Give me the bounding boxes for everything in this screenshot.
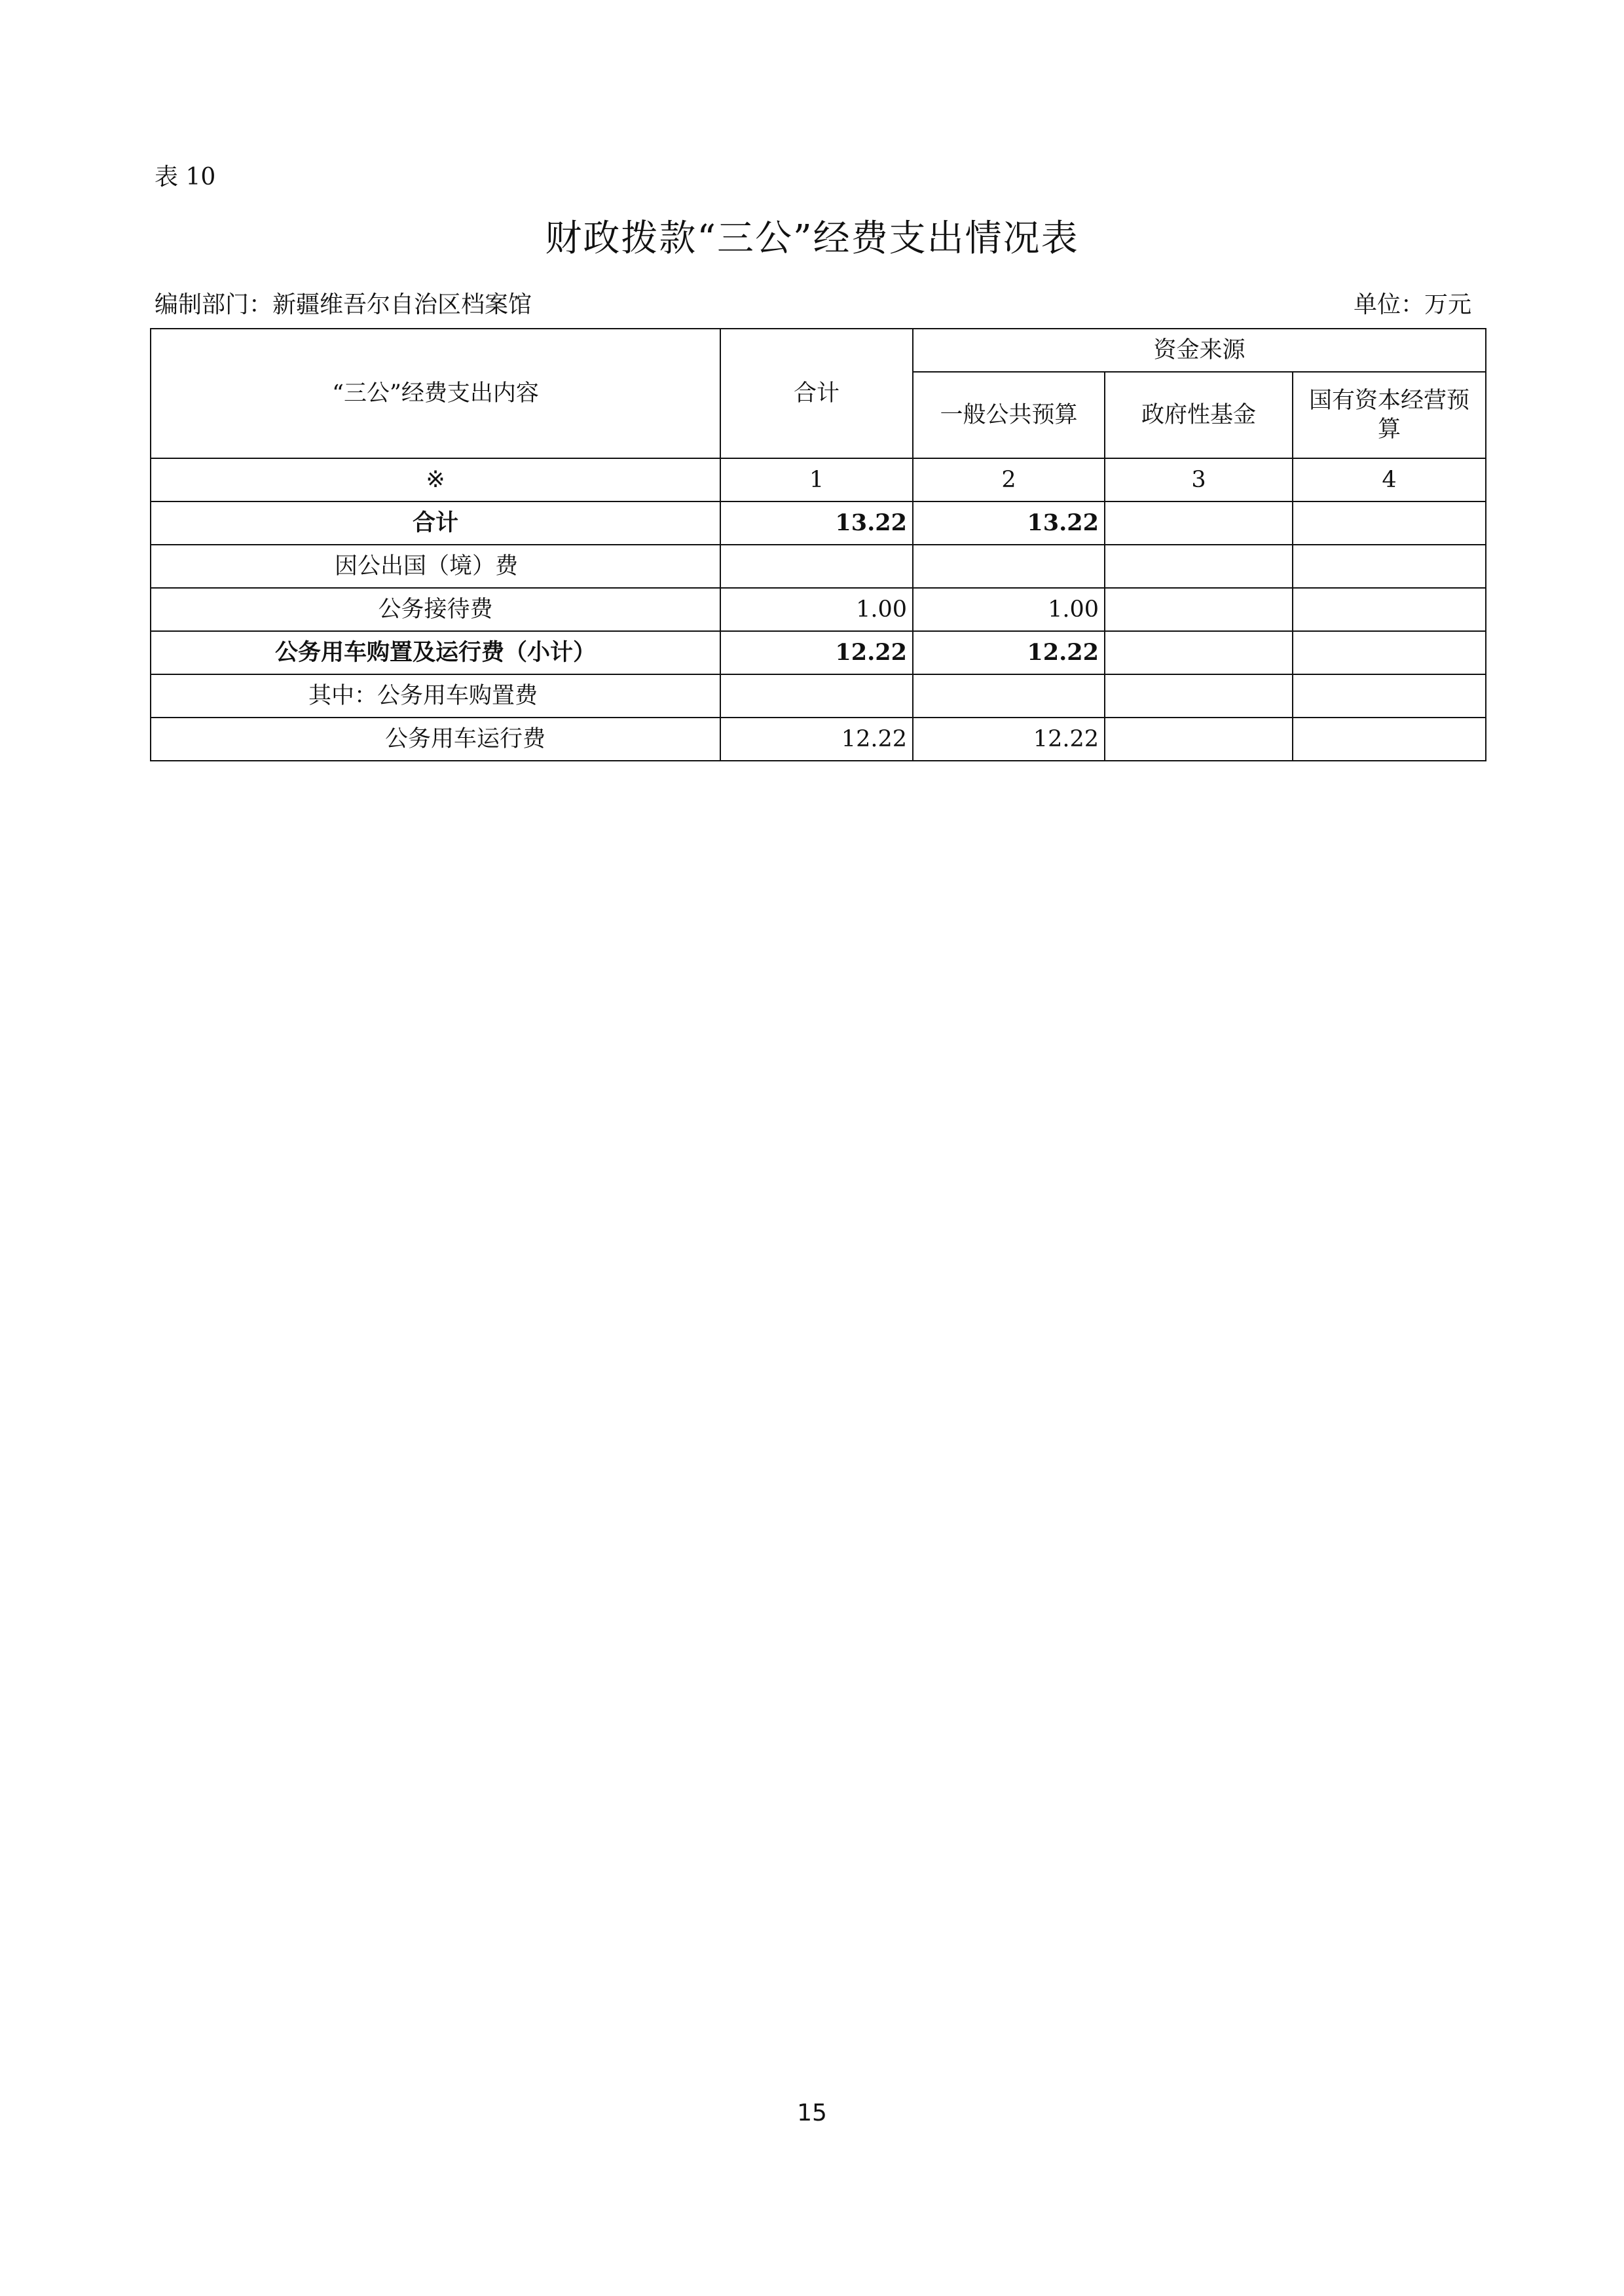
compiling-department: 编制部门：新疆维吾尔自治区档案馆: [155, 291, 532, 318]
table-row: [151, 718, 1486, 761]
row-label: 因公出国（境）费: [151, 545, 720, 588]
index-cell: 3: [1105, 458, 1293, 501]
row-general-budget: 12.22: [913, 631, 1105, 674]
index-cell: 1: [720, 458, 913, 501]
row-state-capital: [1293, 588, 1486, 631]
row-general-budget: 13.22: [913, 501, 1105, 545]
expense-table: [150, 328, 1486, 761]
row-government-fund: [1105, 545, 1293, 588]
row-general-budget: [913, 545, 1105, 588]
row-government-fund: [1105, 718, 1293, 761]
header-row-1: [151, 329, 1486, 372]
row-total: [720, 545, 913, 588]
table-row: [151, 631, 1486, 674]
index-cell: 2: [913, 458, 1105, 501]
row-total: 1.00: [720, 588, 913, 631]
table-row: [151, 588, 1486, 631]
unit-label: 单位：万元: [1353, 291, 1471, 318]
header-funding-source: 资金来源: [913, 329, 1486, 372]
row-government-fund: [1105, 501, 1293, 545]
header-state-capital: 国有资本经营预算: [1293, 372, 1486, 458]
row-government-fund: [1105, 588, 1293, 631]
row-total: 12.22: [720, 718, 913, 761]
table-number: 表 10: [155, 164, 216, 191]
row-total: 12.22: [720, 631, 913, 674]
index-row: [151, 458, 1486, 501]
header-total: 合计: [720, 329, 913, 458]
row-state-capital: [1293, 631, 1486, 674]
row-label: 其中：公务用车购置费: [151, 674, 720, 718]
table-row: [151, 545, 1486, 588]
row-total: 13.22: [720, 501, 913, 545]
table-row: [151, 674, 1486, 718]
index-cell: 4: [1293, 458, 1486, 501]
header-government-fund: 政府性基金: [1105, 372, 1293, 458]
row-label: 合计: [151, 501, 720, 545]
row-state-capital: [1293, 674, 1486, 718]
row-total: [720, 674, 913, 718]
row-government-fund: [1105, 631, 1293, 674]
row-general-budget: 12.22: [913, 718, 1105, 761]
page-number: 15: [797, 2100, 827, 2126]
row-state-capital: [1293, 718, 1486, 761]
header-content: “三公”经费支出内容: [151, 329, 720, 458]
row-state-capital: [1293, 501, 1486, 545]
header-general-budget: 一般公共预算: [913, 372, 1105, 458]
row-general-budget: 1.00: [913, 588, 1105, 631]
index-cell: ※: [151, 458, 720, 501]
row-label: 公务用车购置及运行费（小计）: [151, 631, 720, 674]
row-label: 公务用车运行费: [151, 718, 720, 761]
row-general-budget: [913, 674, 1105, 718]
row-label: 公务接待费: [151, 588, 720, 631]
document-title: 财政拨款“三公”经费支出情况表: [545, 217, 1079, 260]
row-government-fund: [1105, 674, 1293, 718]
table-row: [151, 501, 1486, 545]
row-state-capital: [1293, 545, 1486, 588]
